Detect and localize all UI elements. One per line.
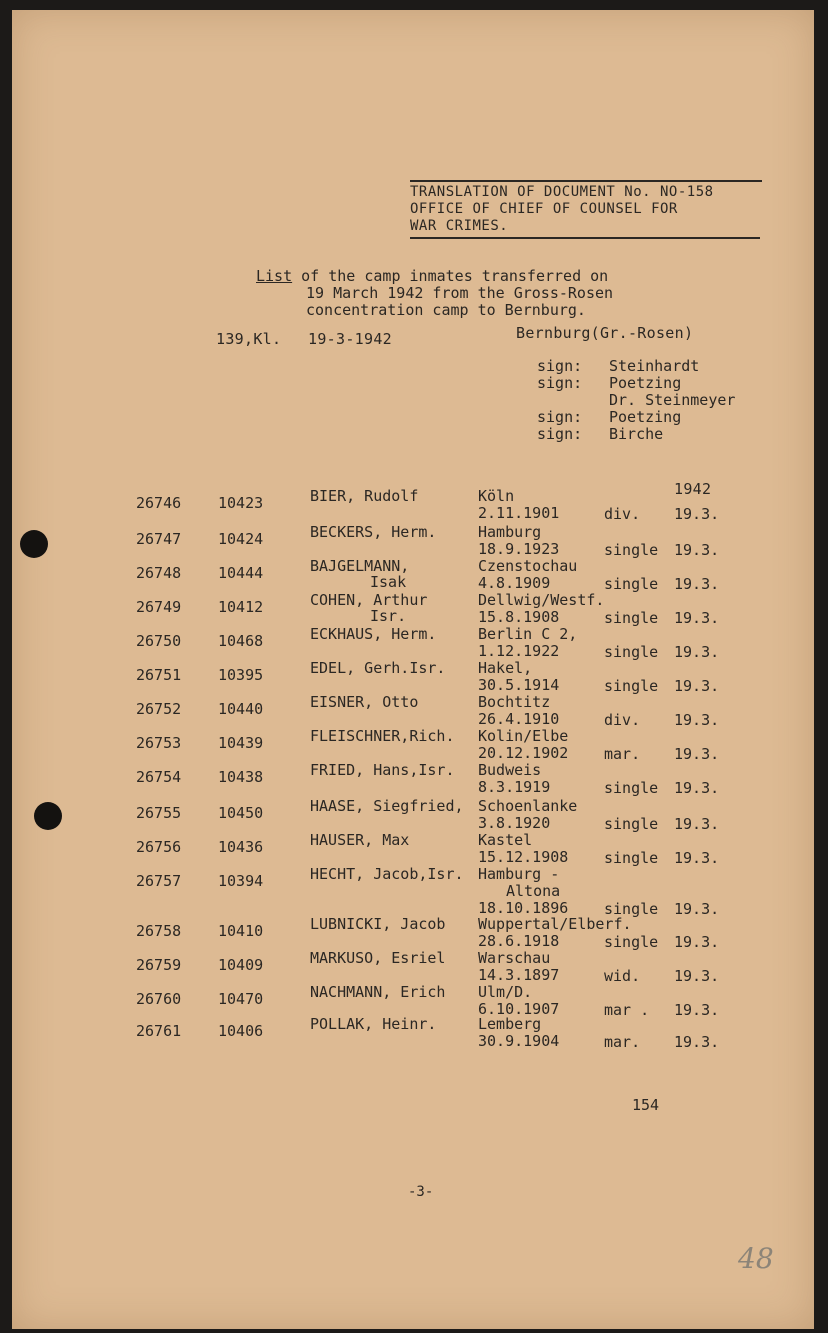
camp-number: 10395 [218, 666, 264, 684]
signature-row: sign: Steinhardt [537, 357, 700, 375]
transfer-date: 19.3. [674, 677, 720, 695]
transfer-date: 19.3. [674, 505, 720, 523]
table-row [12, 592, 814, 628]
camp-number: 10440 [218, 700, 264, 718]
signature-name: Birche [609, 425, 664, 443]
table-row [12, 916, 814, 952]
title-line-2: 19 March 1942 from the Gross-Rosen [306, 284, 614, 302]
signature-block [537, 358, 735, 443]
file-number: 139,Kl. [216, 330, 282, 348]
marital-status: single [604, 575, 659, 593]
birth-date: 28.6.1918 [478, 932, 560, 950]
camp-number: 10439 [218, 734, 264, 752]
table-row [12, 1016, 814, 1052]
birthplace: Hamburg [478, 523, 542, 541]
birth-date: 15.12.1908 [478, 848, 569, 866]
signature-row: sign: Poetzing [537, 374, 682, 392]
marital-status: single [604, 677, 659, 695]
transfer-date: 19.3. [674, 900, 720, 918]
header-line-2: OFFICE OF CHIEF OF COUNSEL FOR [410, 201, 678, 217]
pencil-mark: 48 [738, 1242, 774, 1275]
inmate-name: FLEISCHNER,Rich. [310, 727, 455, 745]
camp-number: 10450 [218, 804, 264, 822]
birthplace: Schoenlanke [478, 797, 578, 815]
birth-date: 15.8.1908 [478, 608, 560, 626]
transfer-date: 19.3. [674, 745, 720, 763]
birthplace: Budweis [478, 761, 542, 779]
inmate-name: LUBNICKI, Jacob [310, 915, 446, 933]
camp-number: 10423 [218, 494, 264, 512]
marital-status: single [604, 779, 659, 797]
transfer-date: 19.3. [674, 967, 720, 985]
document-title [256, 268, 613, 319]
inmate-name: BECKERS, Herm. [310, 523, 437, 541]
birthplace: Berlin C 2, [478, 625, 578, 643]
birthplace: Wuppertal/Elberf. [478, 915, 632, 933]
transfer-date: 19.3. [674, 849, 720, 867]
signature-name: Poetzing [609, 408, 682, 426]
inmate-name: POLLAK, Heinr. [310, 1015, 437, 1033]
prisoner-number: 26757 [136, 872, 182, 890]
marital-status: div. [604, 505, 641, 523]
camp-number: 10410 [218, 922, 264, 940]
birth-date: 30.5.1914 [478, 676, 560, 694]
camp-number: 10438 [218, 768, 264, 786]
inmate-name: BIER, Rudolf [310, 487, 419, 505]
transfer-date: 19.3. [674, 779, 720, 797]
inmate-name: EDEL, Gerh.Isr. [310, 659, 446, 677]
inmate-name: MARKUSO, Esriel [310, 949, 446, 967]
transfer-date: 19.3. [674, 933, 720, 951]
table-row [12, 832, 814, 868]
inmate-name: EISNER, Otto [310, 693, 419, 711]
birthplace: Warschau [478, 949, 551, 967]
birth-date: 18.9.1923 [478, 540, 560, 558]
camp-number: 10468 [218, 632, 264, 650]
birthplace: Kolin/Elbe [478, 727, 569, 745]
table-row [12, 694, 814, 730]
inmate-name-cont: Isr. [370, 607, 407, 625]
camp-number: 10409 [218, 956, 264, 974]
table-row [12, 626, 814, 662]
inmate-name: HAASE, Siegfried, [310, 797, 464, 815]
birthplace: Hamburg - [478, 865, 560, 883]
marital-status: mar. [604, 1033, 641, 1051]
birth-date: 6.10.1907 [478, 1000, 560, 1018]
camp-number: 10470 [218, 990, 264, 1008]
inmate-name: ECKHAUS, Herm. [310, 625, 437, 643]
inmate-name: FRIED, Hans,Isr. [310, 761, 455, 779]
birthplace: Dellwig/Westf. [478, 591, 605, 609]
camp-number: 10436 [218, 838, 264, 856]
destination: Bernburg(Gr.-Rosen) [516, 324, 694, 342]
header-line-1: TRANSLATION OF DOCUMENT No. NO-158 [410, 180, 762, 201]
transfer-date: 19.3. [674, 609, 720, 627]
marital-status: single [604, 643, 659, 661]
birthplace: Hakel, [478, 659, 533, 677]
marital-status: single [604, 541, 659, 559]
birthplace-cont: Altona [506, 882, 561, 900]
prisoner-number: 26750 [136, 632, 182, 650]
marital-status: single [604, 849, 659, 867]
signature-row: sign: Poetzing [537, 408, 682, 426]
table-row [12, 488, 814, 524]
footer-page-number: -3- [408, 1184, 434, 1200]
prisoner-number: 26749 [136, 598, 182, 616]
birth-date: 30.9.1904 [478, 1032, 560, 1050]
year-header: 1942 [674, 480, 712, 498]
birth-date: 18.10.1896 [478, 899, 569, 917]
inmate-name: HECHT, Jacob,Isr. [310, 865, 464, 883]
marital-status: div. [604, 711, 641, 729]
reference-date: 19-3-1942 [308, 330, 392, 348]
birth-date: 1.12.1922 [478, 642, 560, 660]
title-line-3: concentration camp to Bernburg. [306, 301, 586, 319]
birth-date: 3.8.1920 [478, 814, 551, 832]
page-number: 154 [632, 1096, 660, 1114]
title-first-word: List [256, 267, 293, 285]
camp-number: 10406 [218, 1022, 264, 1040]
signature-name: Poetzing [609, 374, 682, 392]
table-row [12, 728, 814, 764]
marital-status: single [604, 609, 659, 627]
inmate-name: HAUSER, Max [310, 831, 410, 849]
table-row [12, 524, 814, 560]
transfer-date: 19.3. [674, 575, 720, 593]
birthplace: Bochtitz [478, 693, 551, 711]
prisoner-number: 26755 [136, 804, 182, 822]
camp-number: 10394 [218, 872, 264, 890]
marital-status: mar. [604, 745, 641, 763]
camp-number: 10444 [218, 564, 264, 582]
transfer-date: 19.3. [674, 541, 720, 559]
title-line-1: of the camp inmates transferred on [292, 267, 609, 285]
prisoner-number: 26756 [136, 838, 182, 856]
prisoner-number: 26754 [136, 768, 182, 786]
camp-number: 10412 [218, 598, 264, 616]
table-row [12, 660, 814, 696]
table-row [12, 798, 814, 834]
translation-header [410, 180, 762, 239]
prisoner-number: 26758 [136, 922, 182, 940]
header-line-3: WAR CRIMES. [410, 218, 760, 239]
prisoner-number: 26746 [136, 494, 182, 512]
birthplace: Kastel [478, 831, 533, 849]
prisoner-number: 26752 [136, 700, 182, 718]
inmate-name: BAJGELMANN, [310, 557, 410, 575]
birth-date: 2.11.1901 [478, 504, 560, 522]
marital-status: single [604, 815, 659, 833]
signature-name: Dr. Steinmeyer [609, 391, 736, 409]
prisoner-number: 26748 [136, 564, 182, 582]
signature-row: sign: Birche [537, 425, 664, 443]
prisoner-number: 26761 [136, 1022, 182, 1040]
table-row [12, 950, 814, 986]
inmate-name-cont: Isak [370, 573, 407, 591]
inmate-name: COHEN, Arthur [310, 591, 428, 609]
marital-status: single [604, 900, 659, 918]
camp-number: 10424 [218, 530, 264, 548]
transfer-date: 19.3. [674, 1001, 720, 1019]
transfer-date: 19.3. [674, 711, 720, 729]
birth-date: 20.12.1902 [478, 744, 569, 762]
birth-date: 26.4.1910 [478, 710, 560, 728]
birth-date: 4.8.1909 [478, 574, 551, 592]
inmate-name: NACHMANN, Erich [310, 983, 446, 1001]
signature-row [537, 392, 735, 409]
document-page [12, 10, 814, 1329]
prisoner-number: 26751 [136, 666, 182, 684]
prisoner-number: 26753 [136, 734, 182, 752]
transfer-date: 19.3. [674, 643, 720, 661]
table-row [12, 558, 814, 594]
birth-date: 14.3.1897 [478, 966, 560, 984]
signature-name: Steinhardt [609, 357, 700, 375]
birthplace: Czenstochau [478, 557, 578, 575]
birthplace: Lemberg [478, 1015, 542, 1033]
transfer-date: 19.3. [674, 1033, 720, 1051]
transfer-date: 19.3. [674, 815, 720, 833]
table-row [12, 762, 814, 798]
marital-status: wid. [604, 967, 641, 985]
marital-status: single [604, 933, 659, 951]
marital-status: mar . [604, 1001, 650, 1019]
prisoner-number: 26747 [136, 530, 182, 548]
birthplace: Köln [478, 487, 515, 505]
birthplace: Ulm/D. [478, 983, 533, 1001]
prisoner-number: 26759 [136, 956, 182, 974]
prisoner-number: 26760 [136, 990, 182, 1008]
birth-date: 8.3.1919 [478, 778, 551, 796]
table-row [12, 865, 814, 918]
